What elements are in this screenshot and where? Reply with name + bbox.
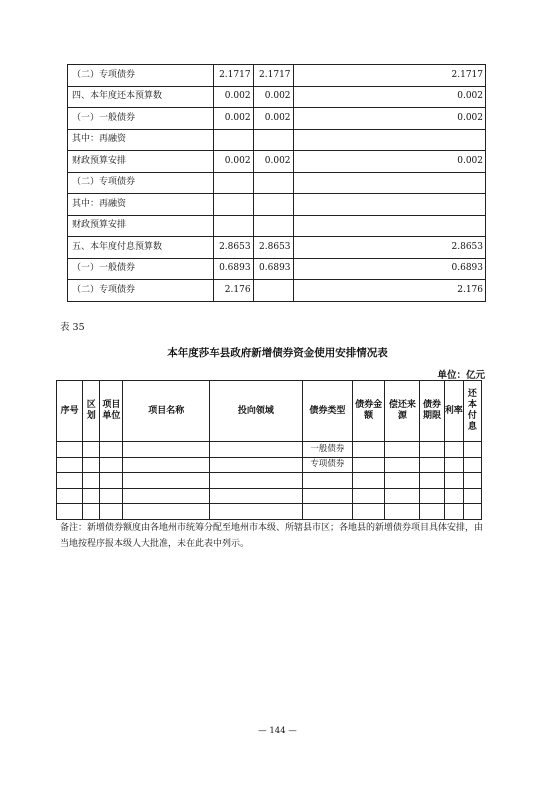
header-repayment: 还本付息 (463, 381, 481, 442)
table-cell (100, 488, 123, 504)
cell-value: 2.8653 (293, 237, 485, 259)
cell-value (293, 172, 485, 194)
table-number: 表 35 (60, 322, 85, 333)
table-cell (463, 473, 481, 489)
cell-value (253, 172, 293, 194)
cell-value (293, 215, 485, 237)
table-row (68, 172, 486, 194)
table-cell (463, 504, 481, 520)
table-cell (83, 457, 100, 473)
table-row (68, 194, 486, 216)
header-bond-amount: 债券金额 (353, 381, 385, 442)
table-cell (57, 488, 83, 504)
cell-value: 0.002 (253, 108, 293, 130)
row-label: 五、本年度付息预算数 (68, 237, 214, 259)
table-cell (385, 504, 420, 520)
cell-value: 0.6893 (293, 258, 485, 280)
table-cell (100, 457, 123, 473)
table-row (68, 108, 486, 130)
cell-value: 0.002 (253, 86, 293, 108)
table-row (57, 504, 482, 520)
cell-value (213, 194, 253, 216)
cell-value: 0.002 (213, 86, 253, 108)
row-label: （一）一般债券 (68, 258, 214, 280)
table-cell (353, 473, 385, 489)
table-title: 本年度莎车县政府新增债券资金使用安排情况表 (167, 347, 388, 359)
table-cell (83, 442, 100, 458)
table-cell (100, 442, 123, 458)
bond-usage-table (56, 380, 482, 520)
table-cell (353, 504, 385, 520)
table-cell (444, 473, 463, 489)
table-cell (83, 504, 100, 520)
cell-value (293, 194, 485, 216)
table-cell (302, 473, 352, 489)
table-row (57, 488, 482, 504)
row-label: （二）专项债券 (68, 280, 214, 302)
table-cell (57, 504, 83, 520)
table-row (68, 65, 486, 87)
row-label: 财政预算安排 (68, 151, 214, 173)
header-index: 序号 (57, 381, 83, 442)
table-cell (123, 442, 210, 458)
header-division: 区划 (83, 381, 100, 442)
table-cell (353, 442, 385, 458)
row-label: （二）专项债券 (68, 172, 214, 194)
cell-value (213, 172, 253, 194)
table-cell (463, 488, 481, 504)
cell-value: 0.002 (293, 108, 485, 130)
header-project-name: 项目名称 (123, 381, 210, 442)
header-repayment-source: 偿还来源 (385, 381, 420, 442)
cell-value: 2.176 (213, 280, 253, 302)
table-row (68, 215, 486, 237)
row-label: （一）一般债券 (68, 108, 214, 130)
table-cell (302, 504, 352, 520)
budget-table (67, 64, 486, 302)
table-cell (123, 473, 210, 489)
table-row (57, 473, 482, 489)
table-cell (463, 442, 481, 458)
header-interest-rate: 利率 (444, 381, 463, 442)
cell-value (253, 129, 293, 151)
cell-value: 0.002 (293, 151, 485, 173)
table-cell (385, 442, 420, 458)
table-cell (123, 488, 210, 504)
table-cell (444, 457, 463, 473)
table-cell: 一般债券 (302, 442, 352, 458)
table-row (68, 151, 486, 173)
table-cell (100, 473, 123, 489)
row-label: 其中：再融资 (68, 194, 214, 216)
table-cell (210, 488, 303, 504)
table-cell (210, 442, 303, 458)
header-bond-term: 债券期限 (420, 381, 444, 442)
table-cell (420, 504, 444, 520)
page-number: — 144 — (258, 726, 297, 736)
table-cell (123, 457, 210, 473)
table-cell: 专项债券 (302, 457, 352, 473)
table-cell (353, 488, 385, 504)
table-cell (420, 488, 444, 504)
table-cell (444, 504, 463, 520)
row-label: 财政预算安排 (68, 215, 214, 237)
cell-value (213, 129, 253, 151)
cell-value (253, 194, 293, 216)
table-cell (420, 442, 444, 458)
table-row (68, 280, 486, 302)
table-note: 备注：新增债券额度由各地州市统筹分配至地州市本级、所辖县市区；各地县的新增债券项目具体安排，由当地按程序报本级人大批准，未在此表中列示。 (60, 523, 484, 549)
table-cell (57, 457, 83, 473)
table-cell (302, 488, 352, 504)
cell-value: 0.002 (253, 151, 293, 173)
table-cell (444, 442, 463, 458)
cell-value: 0.002 (213, 108, 253, 130)
cell-value (253, 280, 293, 302)
row-label: （二）专项债券 (68, 65, 214, 87)
table-row (68, 237, 486, 259)
table-cell (57, 442, 83, 458)
table-cell (463, 457, 481, 473)
row-label: 四、本年度还本预算数 (68, 86, 214, 108)
table-row (57, 442, 482, 458)
table-cell (353, 457, 385, 473)
cell-value (253, 215, 293, 237)
table-cell (385, 488, 420, 504)
table-cell (123, 504, 210, 520)
cell-value: 2.1717 (253, 65, 293, 87)
cell-value: 2.8653 (213, 237, 253, 259)
cell-value: 2.1717 (293, 65, 485, 87)
unit-label: 单位：亿元 (437, 370, 485, 381)
table-row (68, 86, 486, 108)
cell-value: 0.6893 (213, 258, 253, 280)
cell-value (293, 129, 485, 151)
cell-value: 2.8653 (253, 237, 293, 259)
table-cell (420, 457, 444, 473)
table-row (57, 457, 482, 473)
table-cell (83, 473, 100, 489)
cell-value (213, 215, 253, 237)
cell-value: 0.002 (293, 86, 485, 108)
table-cell (444, 488, 463, 504)
table-cell (210, 504, 303, 520)
header-bond-type: 债券类型 (302, 381, 352, 442)
table-cell (385, 457, 420, 473)
table-row (68, 258, 486, 280)
header-project-unit: 项目单位 (100, 381, 123, 442)
table-row (68, 129, 486, 151)
table-cell (57, 473, 83, 489)
cell-value: 2.176 (293, 280, 485, 302)
table-cell (100, 504, 123, 520)
header-investment-field: 投向领域 (210, 381, 303, 442)
table-cell (385, 473, 420, 489)
table-cell (420, 473, 444, 489)
row-label: 其中：再融资 (68, 129, 214, 151)
table-cell (210, 473, 303, 489)
table-cell (83, 488, 100, 504)
cell-value: 2.1717 (213, 65, 253, 87)
cell-value: 0.6893 (253, 258, 293, 280)
cell-value: 0.002 (213, 151, 253, 173)
table-cell (210, 457, 303, 473)
